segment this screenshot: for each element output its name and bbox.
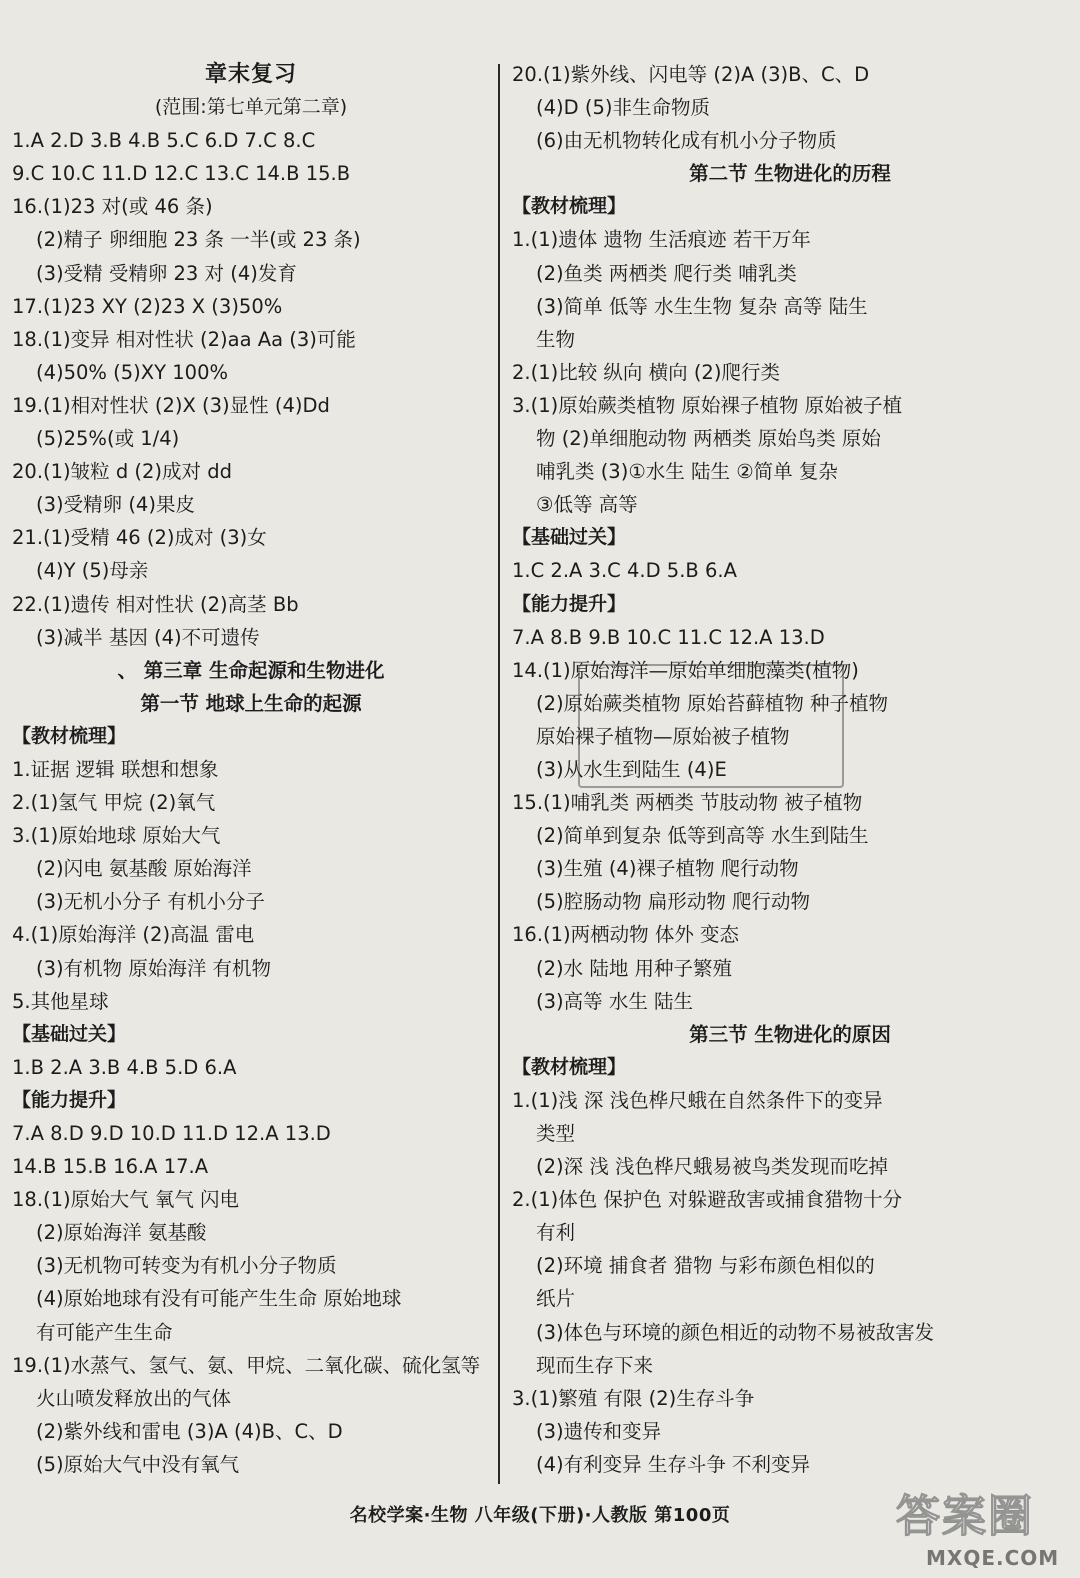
left-line: 1.A 2.D 3.B 4.B 5.C 6.D 7.C 8.C — [12, 129, 316, 153]
right-line: 哺乳类 (3)①水生 陆生 ②简单 复杂 — [536, 460, 838, 484]
right-line: 2.(1)比较 纵向 横向 (2)爬行类 — [512, 360, 780, 384]
left-column — [12, 58, 490, 1481]
left-line: 【基础过关】 — [12, 1022, 127, 1045]
left-line: (3)有机物 原始海洋 有机物 — [36, 956, 272, 980]
right-line: 【能力提升】 — [512, 592, 627, 615]
left-line: (2)紫外线和雷电 (3)A (4)B、C、D — [36, 1419, 343, 1443]
left-line: 1.B 2.A 3.B 4.B 5.D 6.A — [12, 1055, 237, 1079]
left-line: (3)减半 基因 (4)不可遗传 — [36, 625, 260, 649]
left-line: 【教材梳理】 — [12, 724, 127, 747]
right-line: (4)有利变异 生存斗争 不利变异 — [536, 1452, 811, 1476]
left-line: (2)闪电 氨基酸 原始海洋 — [36, 857, 252, 881]
right-line: 2.(1)体色 保护色 对躲避敌害或捕食猎物十分 — [512, 1188, 903, 1212]
right-line: (4)D (5)非生命物质 — [536, 96, 710, 120]
left-line: (4)50% (5)XY 100% — [36, 360, 229, 384]
right-line: (2)简单到复杂 低等到高等 水生到陆生 — [536, 824, 869, 848]
watermark-top: 答案圈 — [896, 1491, 1034, 1542]
left-line: 19.(1)相对性状 (2)X (3)显性 (4)Dd — [12, 393, 330, 417]
right-line: 【基础过关】 — [512, 526, 627, 549]
right-line: 纸片 — [536, 1287, 576, 1311]
left-line: 2.(1)氢气 甲烷 (2)氧气 — [12, 791, 216, 815]
right-line: 3.(1)原始蕨类植物 原始裸子植物 原始被子植 — [512, 393, 903, 417]
right-line: (2)原始蕨类植物 原始苔藓植物 种子植物 — [536, 691, 889, 715]
left-line: 7.A 8.D 9.D 10.D 11.D 12.A 13.D — [12, 1122, 331, 1145]
left-line: 18.(1)原始大气 氧气 闪电 — [12, 1188, 240, 1212]
left-line: (5)25%(或 1/4) — [36, 427, 180, 451]
right-line: 原始裸子植物—原始被子植物 — [536, 724, 790, 748]
right-line: (2)鱼类 两栖类 爬行类 哺乳类 — [536, 261, 797, 285]
right-line: (3)高等 水生 陆生 — [536, 989, 694, 1013]
left-line: (5)原始大气中没有氧气 — [36, 1452, 240, 1476]
left-line: 火山喷发释放出的气体 — [36, 1386, 232, 1410]
left-line: 5.其他星球 — [12, 989, 109, 1013]
left-line: (3)无机物可转变为有机小分子物质 — [36, 1254, 337, 1278]
left-line: 4.(1)原始海洋 (2)高温 雷电 — [12, 923, 255, 947]
left-line: 3.(1)原始地球 原始大气 — [12, 824, 221, 848]
right-line: 现而生存下来 — [536, 1353, 654, 1377]
right-line: (3)遗传和变异 — [536, 1419, 662, 1443]
left-line: (3)受精卵 (4)果皮 — [36, 493, 195, 517]
page-footer: 名校学案·生物 八年级(下册)·人教版 第100页 — [349, 1505, 731, 1526]
right-line: 【教材梳理】 — [512, 1055, 627, 1078]
right-line: (2)水 陆地 用种子繁殖 — [536, 956, 733, 980]
left-line: 有可能产生生命 — [36, 1320, 173, 1344]
right-line: 16.(1)两栖动物 体外 变态 — [512, 923, 740, 947]
right-line: 物 (2)单细胞动物 两栖类 原始鸟类 原始 — [536, 427, 881, 451]
right-line: 14.(1)原始海洋—原始单细胞藻类(植物) — [512, 658, 859, 682]
left-line: (4)Y (5)母亲 — [36, 559, 149, 583]
left-line: (3)受精 受精卵 23 对 (4)发育 — [36, 261, 297, 285]
left-line: 22.(1)遗传 相对性状 (2)高茎 Bb — [12, 592, 299, 616]
right-line: (3)体色与环境的颜色相近的动物不易被敌害发 — [536, 1320, 935, 1344]
left-line: 17.(1)23 XY (2)23 X (3)50% — [12, 294, 283, 318]
right-line: 有利 — [536, 1221, 576, 1245]
right-line: (2)环境 捕食者 猎物 与彩布颜色相似的 — [536, 1254, 875, 1278]
left-line: 16.(1)23 对(或 46 条) — [12, 195, 213, 219]
right-line: (3)从水生到陆生 (4)E — [536, 757, 727, 781]
left-line: 14.B 15.B 16.A 17.A — [12, 1155, 209, 1179]
right-line: (5)腔肠动物 扁形动物 爬行动物 — [536, 890, 811, 914]
right-line: 15.(1)哺乳类 两栖类 节肢动物 被子植物 — [512, 791, 863, 815]
left-line: 、 第三章 生命起源和生物进化 — [117, 658, 385, 682]
right-line: (3)简单 低等 水生生物 复杂 高等 陆生 — [536, 294, 868, 318]
right-line: (6)由无机物转化成有机小分子物质 — [536, 129, 837, 153]
left-line: (3)无机小分子 有机小分子 — [36, 890, 265, 914]
right-line: 3.(1)繁殖 有限 (2)生存斗争 — [512, 1386, 755, 1410]
left-line: (2)原始海洋 氨基酸 — [36, 1221, 207, 1245]
right-line: 1.(1)遗体 遗物 生活痕迹 若干万年 — [512, 228, 811, 252]
right-line: 【教材梳理】 — [512, 195, 627, 218]
left-line: 【能力提升】 — [12, 1088, 127, 1111]
left-line: 19.(1)水蒸气、氢气、氨、甲烷、二氧化碳、硫化氢等 — [12, 1353, 481, 1377]
left-line: 21.(1)受精 46 (2)成对 (3)女 — [12, 526, 267, 550]
right-line: 20.(1)紫外线、闪电等 (2)A (3)B、C、D — [512, 63, 870, 86]
right-line: 第三节 生物进化的原因 — [689, 1022, 891, 1046]
watermark-bottom: MXQE.COM — [926, 1546, 1060, 1570]
column-divider — [498, 64, 500, 1484]
right-line: 第二节 生物进化的历程 — [689, 162, 891, 186]
right-line: 生物 — [536, 327, 576, 351]
left-line: 20.(1)皱粒 d (2)成对 dd — [12, 460, 232, 484]
left-line: (2)精子 卵细胞 23 条 一半(或 23 条) — [36, 228, 361, 252]
right-line: (2)深 浅 浅色桦尺蛾易被鸟类发现而吃掉 — [536, 1155, 889, 1179]
right-line: 7.A 8.B 9.B 10.C 11.C 12.A 13.D — [512, 625, 825, 649]
left-line: 第一节 地球上生命的起源 — [140, 691, 362, 715]
right-line: ③低等 高等 — [536, 493, 638, 517]
left-line: 9.C 10.C 11.D 12.C 13.C 14.B 15.B — [12, 162, 351, 186]
left-line: 1.证据 逻辑 联想和想象 — [12, 757, 219, 781]
right-line: 1.(1)浅 深 浅色桦尺蛾在自然条件下的变异 — [512, 1088, 883, 1112]
right-line: 1.C 2.A 3.C 4.D 5.B 6.A — [512, 559, 737, 583]
left-line: 18.(1)变异 相对性状 (2)aa Aa (3)可能 — [12, 327, 356, 351]
right-line: (3)生殖 (4)裸子植物 爬行动物 — [536, 857, 799, 881]
right-column — [512, 58, 1068, 1481]
left-line: (4)原始地球有没有可能产生生命 原始地球 — [36, 1287, 402, 1311]
right-line: 类型 — [536, 1122, 576, 1145]
left-line: (范围:第七单元第二章) — [154, 96, 348, 119]
left-line: 章末复习 — [204, 62, 297, 87]
